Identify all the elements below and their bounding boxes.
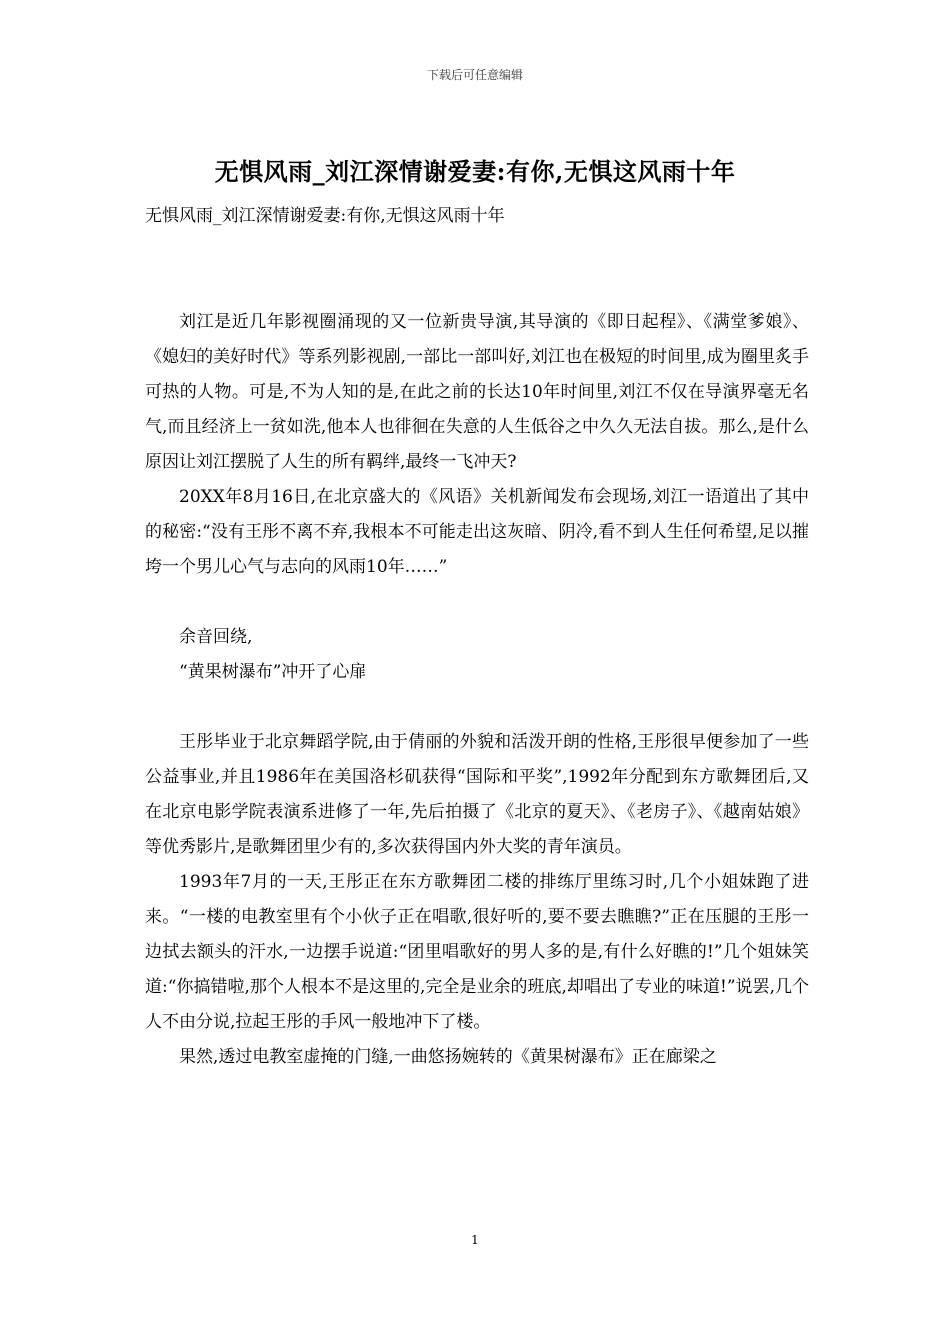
section-heading-line: 余音回绕,	[179, 627, 253, 647]
document-body	[145, 270, 809, 1075]
paragraph: 刘江是近几年影视圈涌现的又一位新贵导演,其导演的《即日起程》、《满堂爹娘》、《媳妇的美好时代》等系列影视剧,一部比一部叫好,刘江也在极短的时间里,成为圈里炙手可热的人物。可是,不为人知的是,在此之前的长达10年时间里,刘江不仅在导演界毫无名气,而且经济上一贫如洗,他本人也徘徊在失意的人生低谷之中久久无法自拔。那么,是什么原因让刘江摆脱了人生的所有羁绊,最终一飞冲天?	[145, 312, 809, 472]
paragraph: 王彤毕业于北京舞蹈学院,由于倩丽的外貌和活泼开朗的性格,王彤很早便参加了一些公益事业,并且1986年在美国洛杉矶获得“国际和平奖”,1992年分配到东方歌舞团后,又在北京电影学院表演系进修了一年,先后拍摄了《北京的夏天》、《老房子》、《越南姑娘》等优秀影片,是歌舞团里少有的,多次获得国内外大奖的青年演员。	[145, 732, 809, 857]
section-heading-line: “黄果树瀑布”冲开了心扉	[179, 662, 367, 682]
paragraph: 20XX年8月16日,在北京盛大的《风语》关机新闻发布会现场,刘江一语道出了其中的秘密:“没有王彤不离不弃,我根本不可能走出这灰暗、阴冷,看不到人生任何希望,足以摧垮一个男儿心气与志向的风雨10年……”	[145, 487, 809, 577]
page-number: 1	[471, 1233, 479, 1247]
document-subtitle: 无惧风雨_刘江深情谢爱妻:有你,无惧这风雨十年	[145, 206, 505, 226]
paragraph: 1993年7月的一天,王彤正在东方歌舞团二楼的排练厅里练习时,几个小姐妹跑了进来。“一楼的电教室里有个小伙子正在唱歌,很好听的,要不要去瞧瞧?”正在压腿的王彤一边拭去额头的汗水,一边摆手说道:“团里唱歌好的男人多的是,有什么好瞧的!”几个姐妹笑道:“你搞错啦,那个人根本不是这里的,完全是业余的班底,却唱出了专业的味道!”说罢,几个人不由分说,拉起王彤的手风一般地冲下了楼。	[145, 872, 809, 1032]
document-title: 无惧风雨_刘江深情谢爱妻:有你,无惧这风雨十年	[214, 157, 736, 186]
paragraph: 果然,透过电教室虚掩的门缝,一曲悠扬婉转的《黄果树瀑布》正在廊梁之	[179, 1047, 717, 1067]
page-header-note: 下载后可任意编辑	[426, 68, 523, 82]
